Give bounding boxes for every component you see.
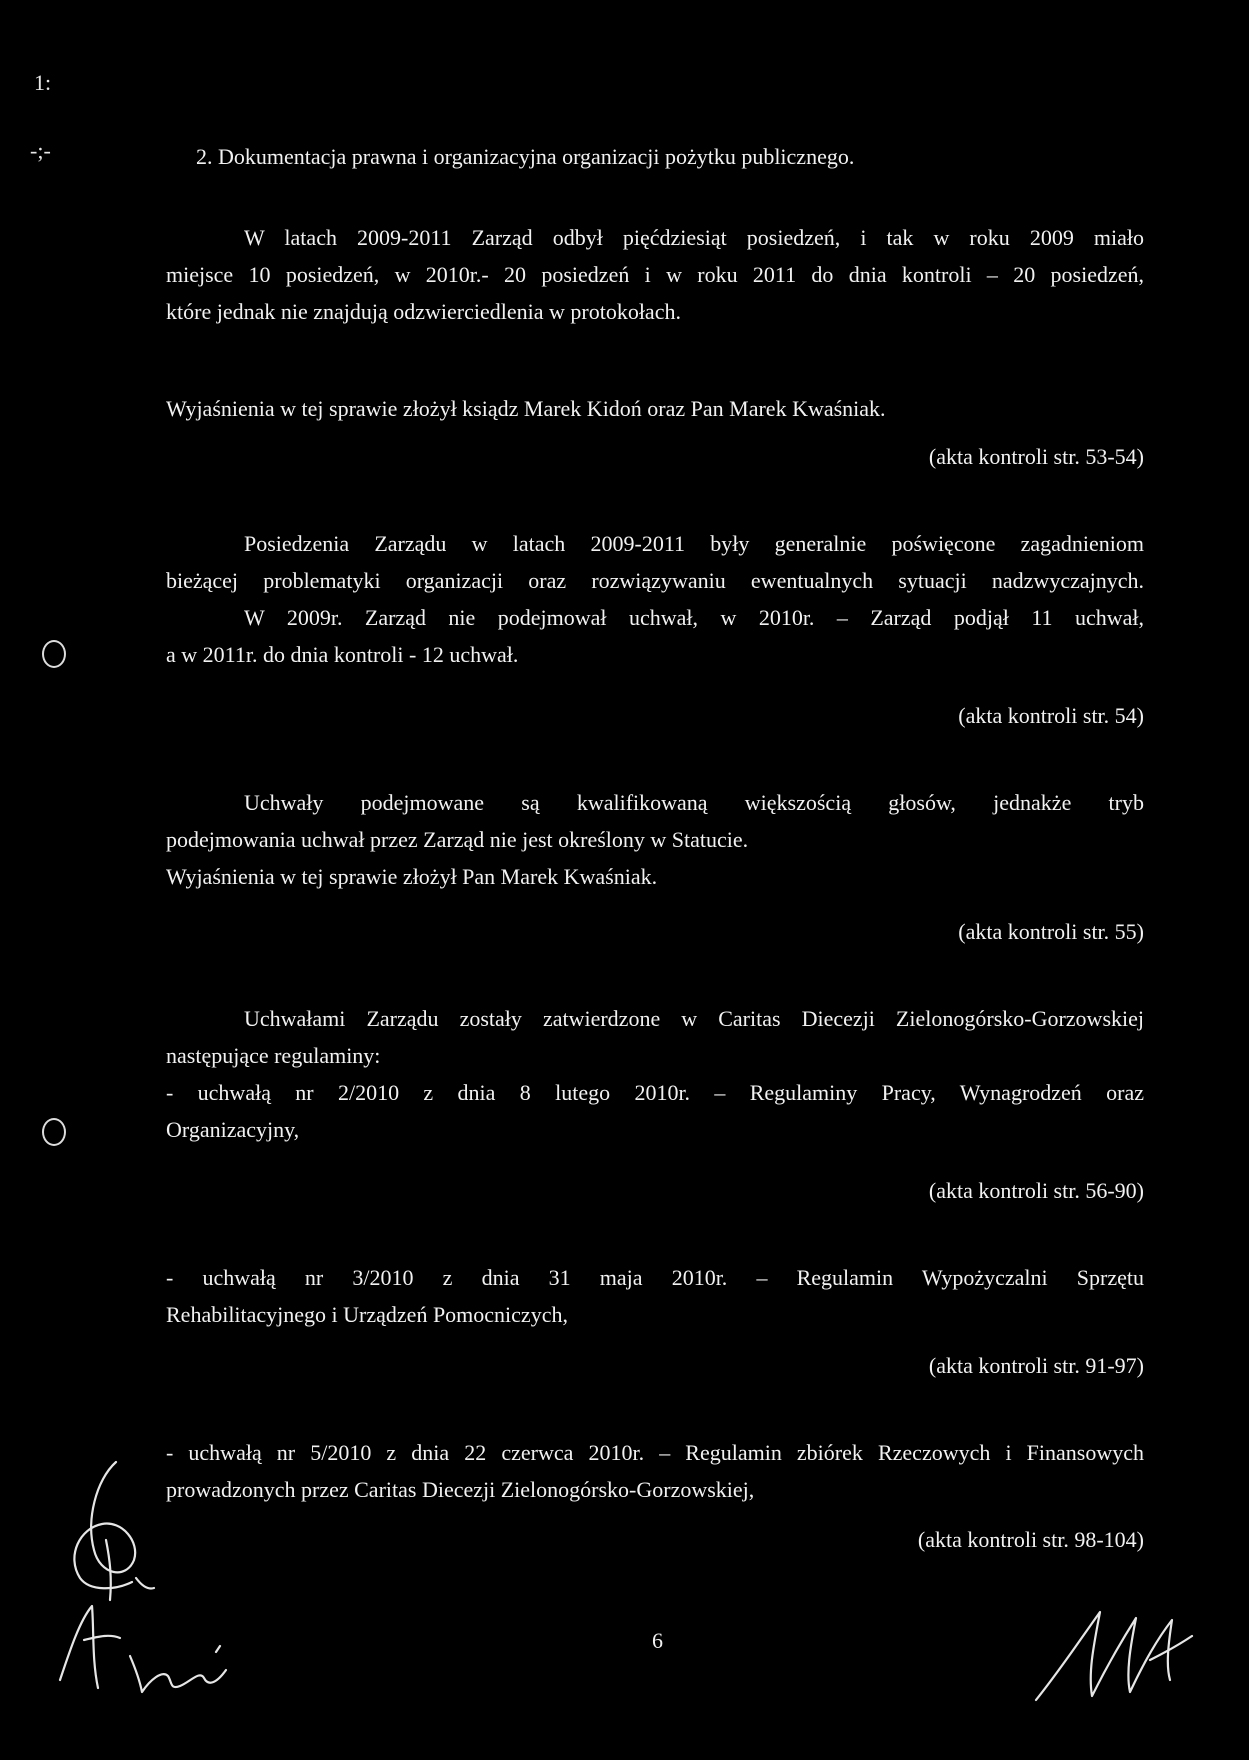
text-line: Rehabilitacyjnego i Urządzeń Pomocniczych,: [166, 1302, 568, 1327]
reference-note: (akta kontroli str. 56-90): [928, 1178, 1144, 1203]
margin-mark-top: 1:: [34, 70, 52, 95]
punch-hole-lower: [42, 1118, 66, 1146]
text-line: prowadzonych przez Caritas Diecezji Zielonogórsko-Gorzowskiej,: [166, 1477, 755, 1502]
reference-note: (akta kontroli str. 91-97): [928, 1353, 1144, 1378]
margin-mark-arrow: -;-: [30, 138, 51, 163]
paragraph-meetings: [166, 525, 1144, 673]
text-line: Posiedzenia Zarządu w latach 2009-2011 były generalnie poświęcone zagadnieniom: [244, 531, 1144, 556]
text-line: podejmowania uchwał przez Zarząd nie jest określony w Statucie.: [166, 827, 749, 852]
page-number: 6: [652, 1628, 663, 1653]
paragraph-regulation-collections: [166, 1434, 1144, 1508]
text-line: miejsce 10 posiedzeń, w 2010r.- 20 posiedzeń i w roku 2011 do dnia kontroli – 20 posiedzeń,: [166, 262, 1144, 287]
text-line: Organizacyjny,: [166, 1117, 300, 1142]
text-line: a w 2011r. do dnia kontroli - 12 uchwał.: [166, 642, 519, 667]
signature-initials-left-top: [36, 1460, 166, 1610]
reference-note: (akta kontroli str. 54): [958, 703, 1144, 728]
text-line: - uchwałą nr 3/2010 z dnia 31 maja 2010r. – Regulamin Wypożyczalni Sprzętu: [166, 1265, 1144, 1290]
text-line: które jednak nie znajdują odzwierciedlenia w protokołach.: [166, 299, 681, 324]
text-line: - uchwałą nr 2/2010 z dnia 8 lutego 2010r. – Regulaminy Pracy, Wynagrodzeń oraz: [166, 1080, 1144, 1105]
paragraph-regulation-rental: [166, 1259, 1144, 1333]
section-heading: 2. Dokumentacja prawna i organizacyjna organizacji pożytku publicznego.: [196, 144, 855, 169]
text-line: W latach 2009-2011 Zarząd odbył pięćdziesiąt posiedzeń, i tak w roku 2009 miało: [244, 225, 1144, 250]
punch-hole-upper: [42, 640, 66, 668]
paragraph-regulations: [166, 1000, 1144, 1148]
paragraph-explanations-1: [166, 390, 1144, 427]
text-line: - uchwałą nr 5/2010 z dnia 22 czerwca 2010r. – Regulamin zbiórek Rzeczowych i Finansowych: [166, 1440, 1144, 1465]
text-line: bieżącej problematyki organizacji oraz rozwiązywaniu ewentualnych sytuacji nadzwyczajnych.: [166, 568, 1144, 593]
reference-note: (akta kontroli str. 98-104): [917, 1527, 1144, 1552]
text-line: Uchwałami Zarządu zostały zatwierdzone w Caritas Diecezji Zielonogórsko-Gorzowskiej: [244, 1006, 1144, 1031]
text-line: następujące regulaminy:: [166, 1043, 381, 1068]
signature-right: [1030, 1600, 1200, 1710]
paragraph-sessions: [166, 219, 1144, 330]
text-line: Uchwały podejmowane są kwalifikowaną większością głosów, jednakże tryb: [244, 790, 1144, 815]
reference-note: (akta kontroli str. 55): [958, 919, 1144, 944]
text-line: Wyjaśnienia w tej sprawie złożył Pan Marek Kwaśniak.: [166, 864, 658, 889]
reference-note: (akta kontroli str. 53-54): [928, 444, 1144, 469]
paragraph-resolutions: [166, 784, 1144, 895]
text-line: Wyjaśnienia w tej sprawie złożył ksiądz Marek Kidoń oraz Pan Marek Kwaśniak.: [166, 396, 886, 421]
text-line: W 2009r. Zarząd nie podejmował uchwał, w 2010r. – Zarząd podjął 11 uchwał,: [244, 605, 1144, 630]
signature-initials-left-bottom: [40, 1600, 240, 1700]
